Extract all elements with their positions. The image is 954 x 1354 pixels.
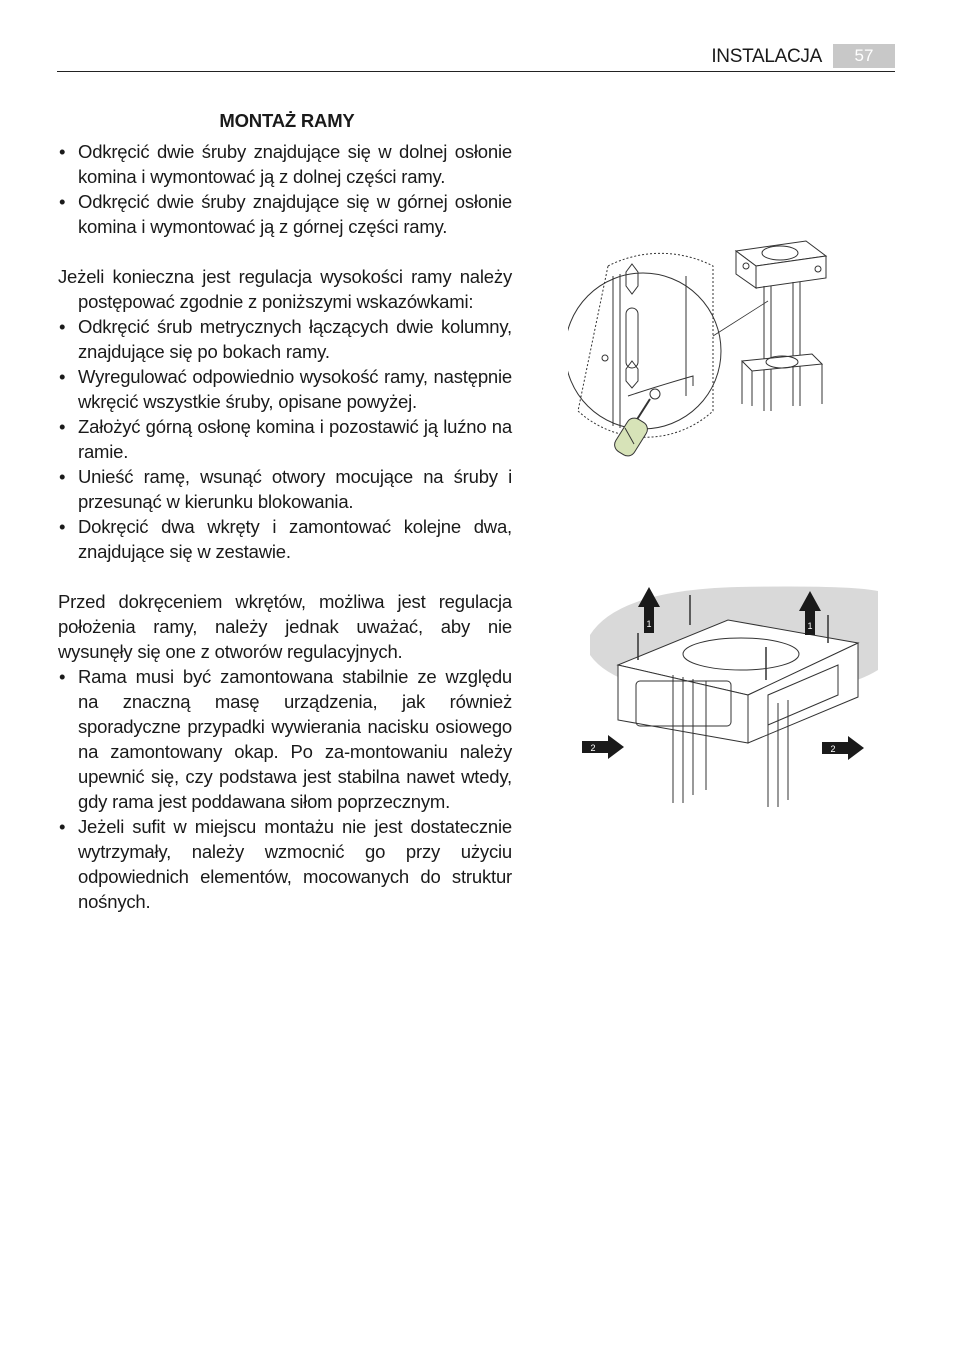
list-item: • Wyregulować odpowiednio wysokość ramy, następnie wkręcić wszystkie śruby, opisane powyżej.: [58, 364, 512, 414]
text-column: [58, 108, 512, 914]
paragraph-height-adjust: Jeżeli konieczna jest regulacja wysokości ramy należy postępować zgodnie z poniższymi wskazówkami:: [58, 266, 512, 312]
list-item: • Jeżeli sufit w miejscu montażu nie jest dostatecznie wytrzymały, należy wzmocnić go przy użyciu odpowiednich elementów, mocowanych do struktur nośnych.: [58, 814, 512, 914]
svg-text:2: 2: [590, 743, 596, 753]
list-item: • Unieść ramę, wsunąć otwory mocujące na śruby i przesunąć w kierunku blokowania.: [58, 464, 512, 514]
list-item: • Odkręcić śrub metrycznych łączących dwie kolumny, znajdujące się po bokach ramy.: [58, 314, 512, 364]
list-item: • Dokręcić dwa wkręty i zamontować kolejne dwa, znajdujące się w zestawie.: [58, 514, 512, 564]
list-1: [58, 139, 512, 239]
frame-adjustment-illustration: [568, 236, 840, 466]
page-number: 57: [833, 44, 895, 68]
header-divider: [57, 71, 895, 72]
list-item: • Odkręcić dwie śruby znajdujące się w dolnej osłonie komina i wymontować ją z dolnej części ramy.: [58, 139, 512, 189]
list-item: • Odkręcić dwie śruby znajdujące się w górnej osłonie komina i wymontować ją z górnej części ramy.: [58, 189, 512, 239]
arrow-right-icon: [822, 736, 864, 760]
svg-text:2: 2: [830, 744, 836, 754]
paragraph-position-adjust: Przed dokręceniem wkrętów, możliwa jest regulacja położenia ramy, należy jednak uważać, aby nie wysunęły się one z otworów regulacyjnych.: [58, 591, 512, 662]
list-2: [58, 314, 512, 564]
frame-mounting-illustration: [578, 585, 880, 807]
list-3: [58, 664, 512, 914]
list-item: • Założyć górną osłonę komina i pozostawić ją luźno na ramie.: [58, 414, 512, 464]
arrow-right-icon: [582, 735, 624, 759]
section-title: MONTAŻ RAMY: [219, 110, 355, 131]
svg-text:1: 1: [646, 619, 652, 629]
svg-text:1: 1: [807, 621, 813, 631]
list-item: • Rama musi być zamontowana stabilnie ze względu na znaczną masę urządzenia, jak również sporadyczne przypadki wywierania nacisku osiowego na zamontowany okap. Po za-montowaniu należy upewnić się, czy podstawa jest stabilna nawet wtedy, gdy rama jest poddawana siłom poprzecznym.: [58, 664, 512, 814]
section-header-title: INSTALACJA: [711, 46, 822, 67]
